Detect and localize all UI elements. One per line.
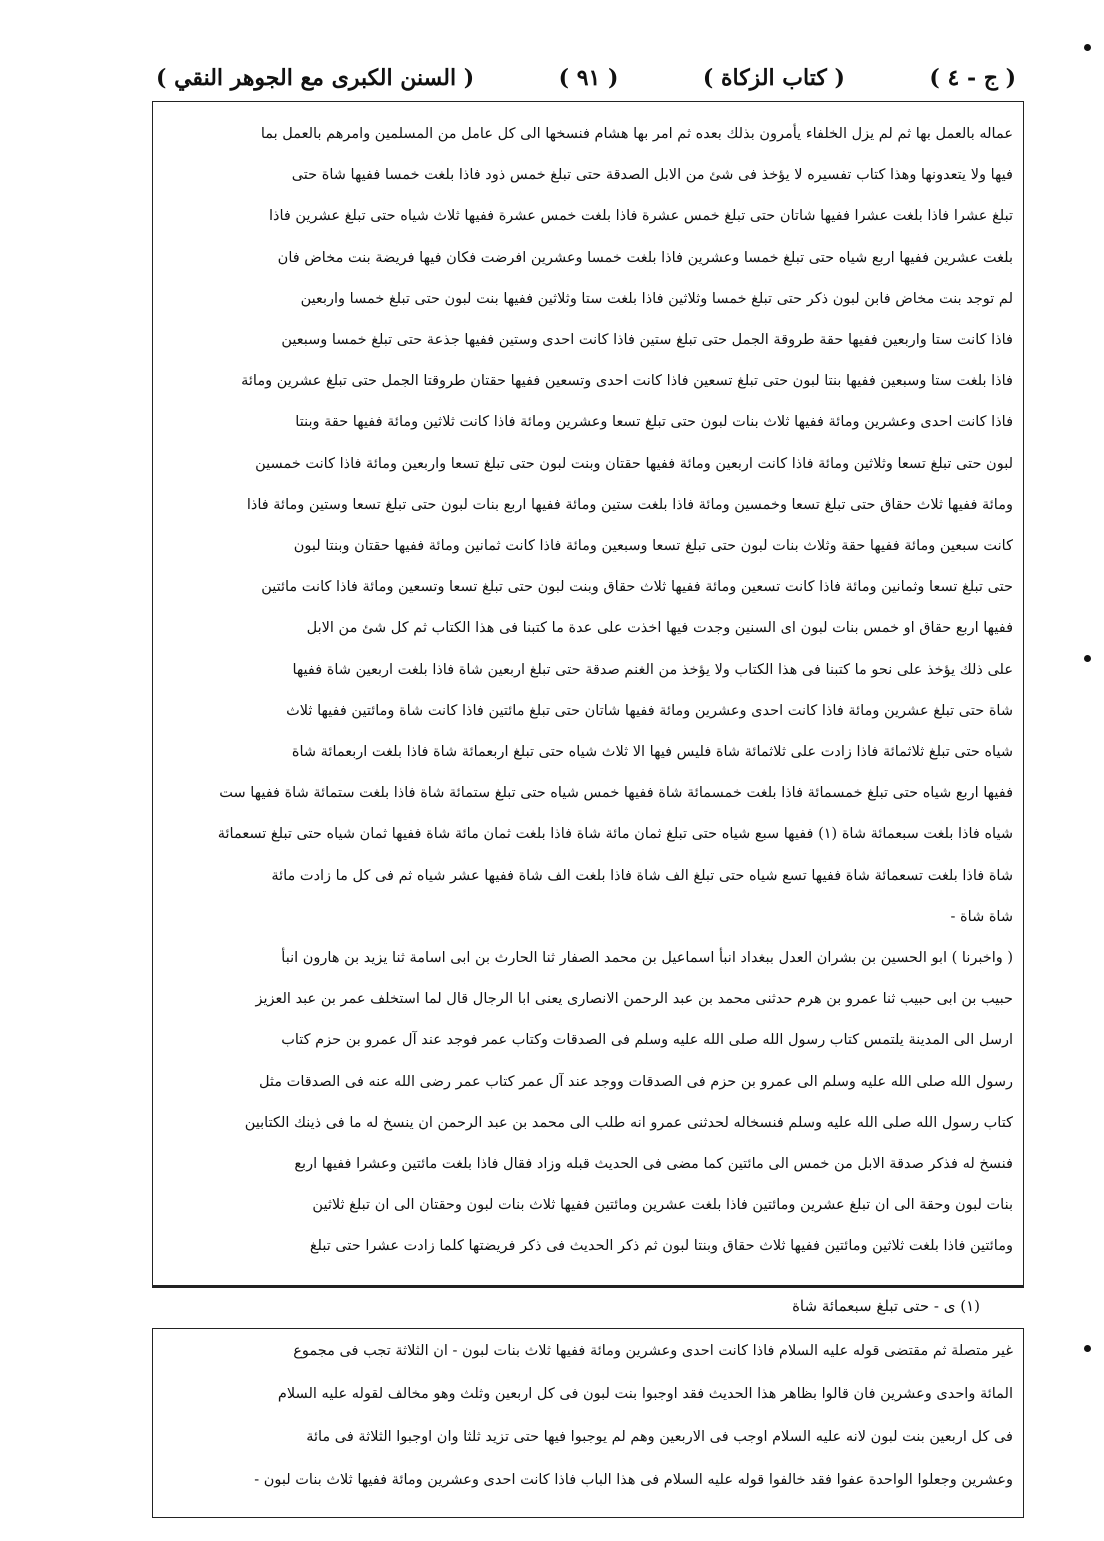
text-line-19: شاة فاذا بلغت تسعمائة شاة ففيها تسع شياه حتى تبلغ الف شاة فاذا بلغت الف شاة ففيها عشر شياه ثم فى كل ما زادت مائة [271,867,1013,884]
text-line-23: ارسل الى المدينة يلتمس كتاب رسول الله صلى الله عليه وسلم فى الصدقات وكتاب عمر فوجد عند آل عمرو بن حزم كتاب [281,1032,1013,1049]
text-line-13: ففيها اربع حقاق او خمس بنات لبون اى السنين وجدت فيها اخذت على عدة ما كتبنا فى هذا الكتاب ثم كل شئ من الابل [306,620,1013,637]
text-line-6: فاذا كانت ستا واربعين ففيها حقة طروقة الجمل حتى تبلغ ستين فاذا كانت احدى وستين ففيها جذعة حتى تبلغ خمسا وسبعين [281,332,1013,348]
text-line-16: شياه حتى تبلغ ثلاثمائة فاذا زادت على ثلاثمائة شاة فليس فيها الا ثلاث شياه حتى تبلغ اربعمائة شاة فاذا بلغت اربعمائة شاة [291,744,1013,760]
text-line-11: كانت سبعين ومائة ففيها حقة وثلاث بنات لبون حتى تبلغ تسعا وسبعين ومائة فاذا كانت ثمانين ومائة ففيها حقتان وبنتا لبون [293,538,1013,554]
text-line-15: شاة حتى تبلغ عشرين ومائة فاذا كانت احدى وعشرين ومائة ففيها شاتان حتى تبلغ مائتين فاذا كانت شاة ومائتين ففيها ثلاث [286,702,1013,719]
text-line-20: شاة شاة - [950,908,1013,925]
text-line-28: ومائتين فاذا بلغت ثلاثين ومائتين ففيها ثلاث حقاق وبنتا لبون ثم ذكر الحديث فى ذكر فريضتها كلما زادت عشرا حتى تبلغ [309,1238,1013,1255]
text-line-22: حبيب بن ابى حبيب ثنا عمرو بن هرم حدثنى محمد بن عبد الرحمن الانصارى يعنى ابا الرجال قال لما استخلف عمر بن عبد العزيز [255,991,1013,1008]
text-line-3: تبلغ عشرا فاذا بلغت عشرا ففيها شاتان حتى تبلغ خمس عشرة فاذا بلغت خمس عشرة ففيها ثلاث شياه حتى تبلغ عشرين فاذا [268,208,1013,225]
text-line-4: بلغت عشرين ففيها اربع شياه حتى تبلغ خمسا وعشرين فاذا بلغت خمسا وعشرين افرضت فكان فيها فريضة بنت مخاض فان [277,249,1013,266]
text-line-14: على ذلك يؤخذ على نحو ما كتبنا فى هذا الكتاب ولا يؤخذ من الغنم صدقة حتى تبلغ اربعين شاة فاذا بلغت اربعين شاة ففيها [292,661,1013,678]
text-line-21: ( واخبرنا ) ابو الحسين بن بشران العدل ببغداد انبأ اسماعيل بن محمد الصفار ثنا الحارث بن ابى اسامة ثنا يزيد بن هارون انبأ [281,950,1013,966]
page-number: ( ٩١ ) [558,65,619,91]
text-line-12: حتى تبلغ تسعا وثمانين ومائة فاذا كانت تسعين ومائة ففيها ثلاث حقاق وبنت لبون حتى تبلغ تسعا وتسعين ومائة فاذا كانت مائتين [261,579,1013,596]
text-line-2: فيها ولا يتعدونها وهذا كتاب تفسيره لا يؤخذ فى شئ من الابل الصدقة حتى تبلغ خمس ذود فاذا بلغت خمسا ففيها شاة حتى [291,167,1013,184]
main-text-frame [152,101,1024,1286]
text-line-25: كتاب رسول الله صلى الله عليه وسلم فنسخاله لحدثنى عمرو انه طلب الى محمد بن عبد الرحمن ان ينسخ له ما فى ذينك الكتابين [244,1114,1013,1131]
text-line-7: فاذا بلغت ستا وسبعين ففيها بنتا لبون حتى تبلغ تسعين فاذا كانت احدى وتسعين ففيها حقتان طروقتا الجمل حتى تبلغ عشرين ومائة [241,373,1013,390]
text-line-18: شياه فاذا بلغت سبعمائة شاة (١) ففيها سبع شياه حتى تبلغ ثمان مائة شاة فاذا بلغت ثمان مائة شاة ففيها ثمان شياه حتى تبلغ تسعمائة [217,826,1013,843]
note-line-4: وعشرين وجعلوا الواحدة عفوا فقد خالفوا قوله عليه السلام فى هذا الباب فاذا كانت احدى وعشرين ومائة ففيها ثلاث بنات لبون - [254,1472,1013,1488]
margin-mark-top [1084,44,1091,51]
text-line-10: ومائة ففيها ثلاث حقاق حتى تبلغ تسعا وخمسين ومائة فاذا بلغت ستين ومائة ففيها اربع بنات لبون حتى تبلغ تسعا وستين ومائة فاذا [246,496,1013,513]
note-line-1: غير متصلة ثم مقتضى قوله عليه السلام فاذا كانت احدى وعشرين ومائة ففيها ثلاث بنات لبون - ان الثلاثة تجب فى مجموع [293,1343,1013,1359]
running-header [156,58,1016,98]
text-line-5: لم توجد بنت مخاض فابن لبون ذكر حتى تبلغ خمسا وثلاثين فاذا بلغت ستا وثلاثين ففيها بنت لبون حتى تبلغ خمسا واربعين [300,290,1013,307]
volume-number: ( ج - ٤ ) [929,65,1016,91]
text-line-9: لبون حتى تبلغ تسعا وثلاثين ومائة فاذا كانت اربعين ومائة ففيها حقتان وبنت لبون حتى تبلغ تسعا واربعين ومائة فاذا كانت خمسين [255,455,1013,472]
margin-mark-bottom [1084,1345,1091,1352]
footnote: (١) ى - حتى تبلغ سبعمائة شاة [792,1297,980,1315]
note-line-3: فى كل اربعين بنت لبون لانه عليه السلام اوجب فى الاربعين وهم لم يوجبوا فيها حتى تزيد ثلثا وان اوجبوا الثلاثة فى مائة [306,1429,1013,1445]
footnote-rule [152,1286,1024,1288]
note-line-2: المائة واحدى وعشرين فان قالوا بظاهر هذا الحديث فقد اوجبوا بنت لبون فى كل اربعين وثلث وهو مخالف لقوله عليه السلام [277,1386,1013,1402]
text-line-8: فاذا كانت احدى وعشرين ومائة ففيها ثلاث بنات لبون حتى تبلغ تسعا وعشرين ومائة فاذا كانت ثلاثين ومائة ففيها حقة وبنتا [295,414,1013,431]
text-line-26: فنسخ له فذكر صدقة الابل من خمس الى مائتين كما مضى فى الحديث قبله وزاد فقال فاذا بلغت مائتين وعشرا ففيها اربع [294,1156,1013,1172]
text-line-17: ففيها اربع شياه حتى تبلغ خمسمائة فاذا بلغت خمسمائة شاة ففيها خمس شياه حتى تبلغ ستمائة شاة فاذا بلغت ستمائة شاة ففيها ست [219,785,1013,802]
chapter-title: ( كتاب الزكاة ) [702,65,845,91]
margin-mark-middle [1084,655,1091,662]
jawhar-naqi-frame [152,1328,1024,1518]
text-line-27: بنات لبون وحقة الى ان تبلغ عشرين ومائتين فاذا بلغت عشرين ومائتين ففيها ثلاث بنات لبون وحقتان الى ان تبلغ ثلاثين [312,1197,1013,1214]
text-line-1: عماله بالعمل بها ثم لم يزل الخلفاء يأمرون بذلك بعده ثم امر بها هشام فنسخها الى كل عامل من المسلمين وامرهم بالعمل بما [260,126,1013,142]
book-title: ( السنن الكبرى مع الجوهر النقي ) [156,65,475,91]
text-line-24: رسول الله صلى الله عليه وسلم الى عمرو بن حزم فى الصدقات ووجد عند آل عمر كتاب عمر رضى الله عنه فى الصدقات مثل [258,1073,1013,1090]
